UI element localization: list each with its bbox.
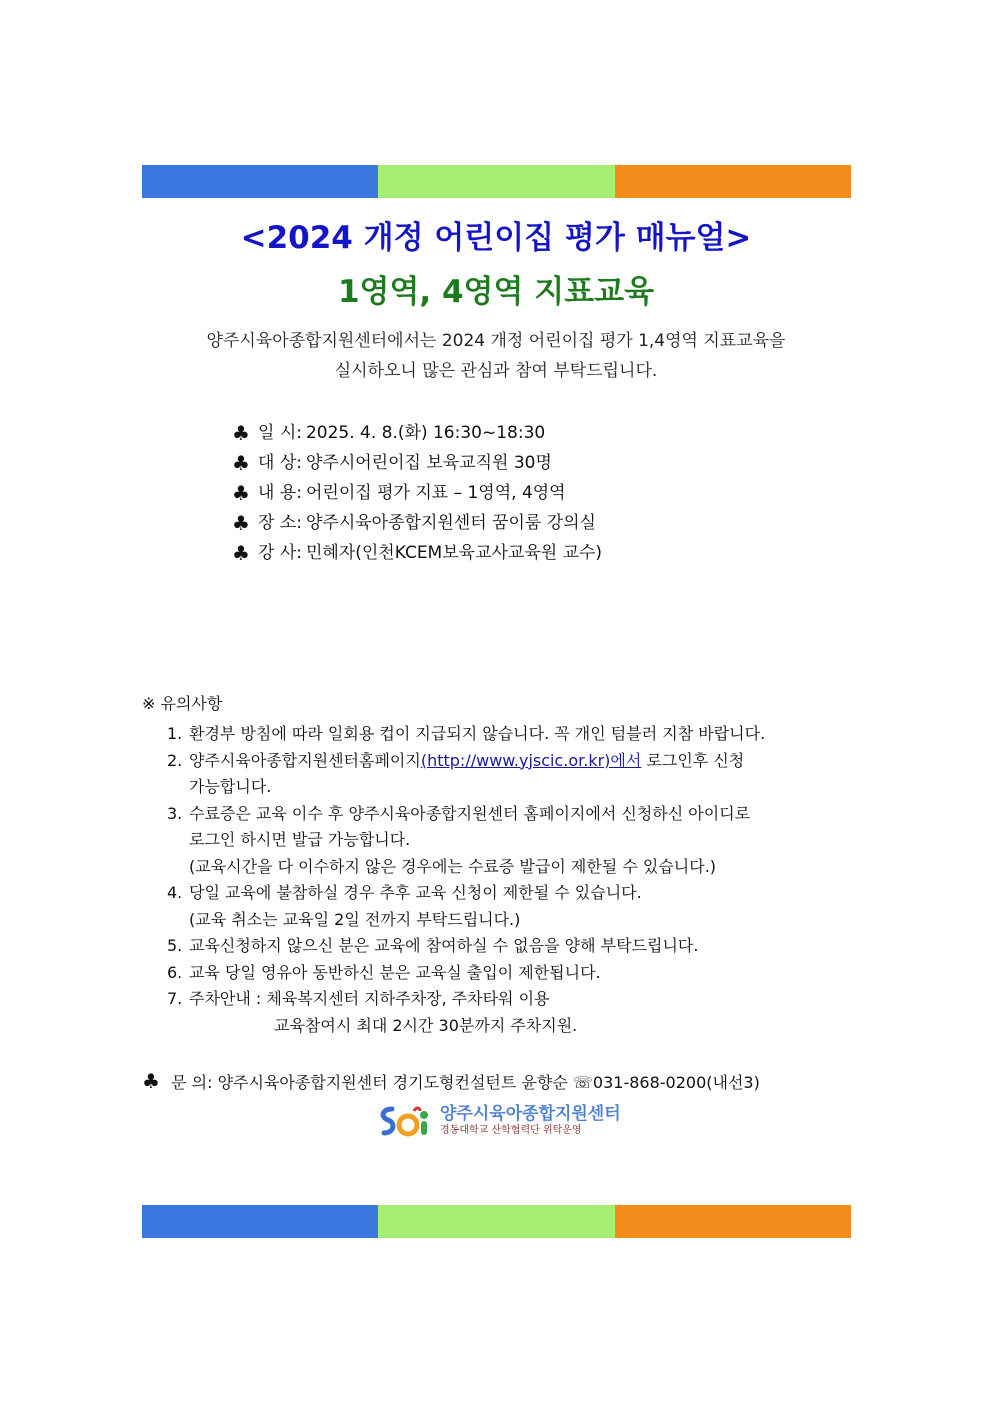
document-subtitle: 1영역, 4영역 지표교육	[337, 274, 655, 310]
item-text: 양주시육아종합지원센터홈페이지	[189, 750, 421, 770]
list-item	[142, 960, 765, 987]
item-number: 5.	[167, 936, 183, 955]
homepage-link[interactable]: (http://www.yjscic.or.kr)에서	[420, 750, 642, 770]
contact-phone: 031-868-0200(내선3)	[592, 1073, 760, 1092]
detail-content	[232, 478, 602, 508]
item-text: 당일 교육에 불참하실 경우 추후 교육 신청이 제한될 수 있습니다.	[189, 883, 642, 902]
list-item-continuation: (교육 취소는 교육일 2일 전까지 부탁드립니다.)	[189, 909, 521, 929]
club-suit-icon: ♣	[232, 481, 250, 505]
item-text: 주차안내 : 체육복지센터 지하주차장, 주차타워 이용	[189, 989, 550, 1008]
club-suit-icon: ♣	[232, 541, 250, 565]
detail-target	[232, 448, 602, 478]
bottom-color-bar	[142, 1205, 851, 1238]
detail-label: 대 상:	[258, 453, 302, 473]
detail-label: 강 사:	[258, 543, 302, 563]
green-segment	[378, 1205, 614, 1238]
telephone-icon: ☏	[572, 1073, 593, 1092]
logo-mark-icon	[378, 1103, 434, 1139]
item-number: 3.	[167, 803, 183, 823]
logo-name: 양주시육아종합지원센터	[440, 1104, 621, 1124]
intro-paragraph	[0, 326, 992, 386]
detail-label: 장 소:	[258, 513, 302, 533]
green-segment	[378, 165, 614, 198]
club-suit-icon: ♣	[232, 511, 250, 535]
item-number: 6.	[167, 962, 183, 982]
list-item	[142, 986, 765, 1013]
notes-heading: ※ 유의사항	[142, 694, 223, 713]
document-title: <2024 개정 어린이집 평가 매뉴얼>	[240, 220, 752, 256]
list-item-continuation: (교육시간을 다 이수하지 않은 경우에는 수료증 발급이 제한될 수 있습니다.)	[189, 856, 717, 876]
notes-section	[142, 691, 765, 1039]
item-text: 교육신청하지 않으신 분은 교육에 참여하실 수 없음을 양해 부탁드립니다.	[189, 936, 699, 955]
center-logo	[378, 1103, 621, 1139]
detail-label: 내 용:	[258, 483, 302, 503]
orange-segment	[615, 165, 851, 198]
list-item-continuation: 로그인 하시면 발급 가능합니다.	[189, 830, 411, 849]
event-details	[232, 418, 602, 568]
list-item	[142, 933, 765, 960]
logo-subtitle: 경동대학교 산학협력단 위탁운영	[440, 1125, 582, 1136]
list-item-continuation: 가능합니다.	[189, 777, 272, 796]
blue-segment	[142, 165, 378, 198]
blue-segment	[142, 1205, 378, 1238]
notes-list	[142, 721, 765, 1039]
detail-value: 민혜자(인천KCEM보육교사교육원 교수)	[305, 543, 603, 563]
contact-label: 문 의:	[171, 1073, 213, 1092]
detail-value: 양주시어린이집 보육교직원 30명	[305, 453, 552, 473]
item-text: 수료증은 교육 이수 후 양주시육아종합지원센터 홈페이지에서 신청하신 아이디로	[189, 803, 751, 823]
intro-line-1: 양주시육아종합지원센터에서는 2024 개정 어린이집 평가 1,4영역 지표교육을	[206, 331, 786, 351]
club-suit-icon: ♣	[232, 451, 250, 475]
list-item	[142, 880, 765, 907]
list-item	[142, 801, 765, 828]
item-text: 교육 당일 영유아 동반하신 분은 교육실 출입이 제한됩니다.	[189, 962, 601, 982]
item-number: 4.	[167, 883, 183, 902]
detail-label: 일 시:	[258, 423, 302, 443]
list-item	[142, 721, 765, 748]
item-number: 2.	[167, 750, 183, 770]
detail-date	[232, 418, 602, 448]
detail-value: 2025. 4. 8.(화) 16:30~18:30	[305, 423, 546, 443]
club-suit-icon: ♣	[232, 421, 250, 445]
intro-line-2: 실시하오니 많은 관심과 참여 부탁드립니다.	[334, 361, 658, 381]
club-suit-icon: ♣	[142, 1069, 160, 1093]
detail-location	[232, 508, 602, 538]
contact-text: 양주시육아종합지원센터 경기도형컨설턴트 윤향순	[217, 1073, 568, 1092]
list-item-continuation: 교육참여시 최대 2시간 30분까지 주차지원.	[274, 1015, 578, 1035]
detail-instructor	[232, 538, 602, 568]
item-number: 7.	[167, 989, 183, 1008]
list-item	[142, 748, 765, 775]
item-text: 로그인후 신청	[641, 750, 745, 770]
item-number: 1.	[167, 724, 183, 743]
top-color-bar	[142, 165, 851, 198]
item-text: 환경부 방침에 따라 일회용 컵이 지급되지 않습니다. 꼭 개인 텀블러 지참 바랍니다.	[189, 724, 766, 743]
detail-value: 어린이집 평가 지표 – 1영역, 4영역	[305, 483, 566, 503]
orange-segment	[615, 1205, 851, 1238]
detail-value: 양주시육아종합지원센터 꿈이룸 강의실	[305, 513, 596, 533]
contact-line	[142, 1068, 760, 1096]
